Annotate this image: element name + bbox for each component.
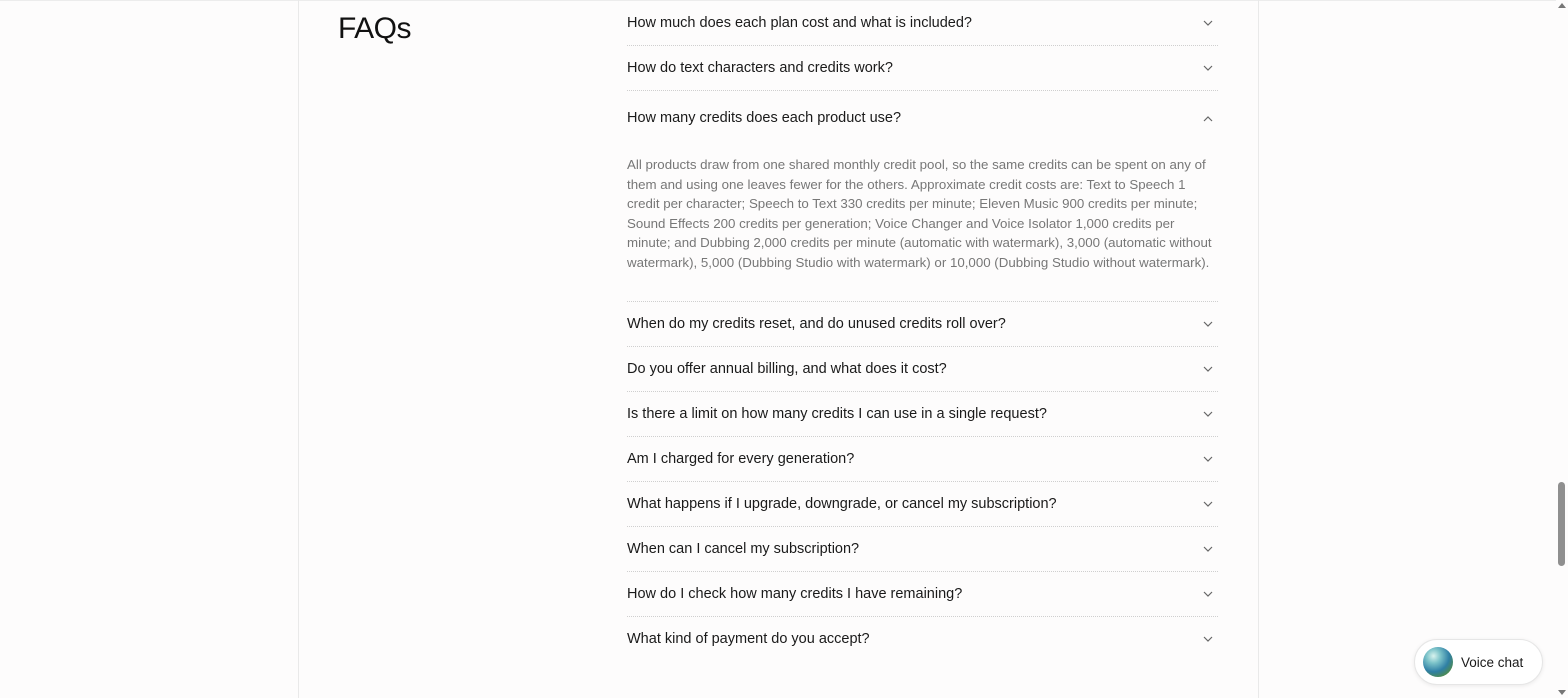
faq-question-button[interactable] <box>627 482 1218 526</box>
faq-item[interactable] <box>627 482 1218 527</box>
chevron-down-icon[interactable] <box>1201 362 1215 376</box>
faq-question-button[interactable] <box>627 91 1218 155</box>
faq-item[interactable] <box>627 392 1218 437</box>
chevron-down-icon[interactable] <box>1201 632 1215 646</box>
faq-question: When do my credits reset, and do unused credits roll over? <box>627 315 1006 332</box>
faq-question-button[interactable] <box>627 46 1218 90</box>
chevron-down-icon[interactable] <box>1201 452 1215 466</box>
faq-question: Am I charged for every generation? <box>627 450 855 467</box>
chevron-down-icon[interactable] <box>1201 317 1215 331</box>
scroll-up-arrow-icon[interactable] <box>1558 3 1566 8</box>
scrollbar[interactable] <box>1556 0 1568 698</box>
faq-item[interactable] <box>627 617 1218 661</box>
faq-question-button[interactable] <box>627 527 1218 571</box>
faq-question: What happens if I upgrade, downgrade, or cancel my subscription? <box>627 495 1057 512</box>
chevron-down-icon[interactable] <box>1201 497 1215 511</box>
faq-question-button[interactable] <box>627 0 1218 45</box>
faq-question: What kind of payment do you accept? <box>627 630 870 647</box>
voice-chat-label: Voice chat <box>1461 654 1524 670</box>
faq-question: Do you offer annual billing, and what does it cost? <box>627 360 947 377</box>
faq-item[interactable] <box>627 572 1218 617</box>
faq-question-button[interactable] <box>627 617 1218 661</box>
voice-orb-icon <box>1423 647 1453 677</box>
faq-question: When can I cancel my subscription? <box>627 540 860 557</box>
chevron-up-icon[interactable] <box>1201 112 1215 126</box>
faq-item[interactable] <box>627 527 1218 572</box>
chevron-down-icon[interactable] <box>1201 61 1215 75</box>
faq-question-button[interactable] <box>627 302 1218 346</box>
faq-item[interactable] <box>627 0 1218 46</box>
faq-question: Is there a limit on how many credits I can use in a single request? <box>627 405 1047 422</box>
scroll-down-arrow-icon[interactable] <box>1558 690 1566 695</box>
faq-item[interactable] <box>627 302 1218 347</box>
faq-list <box>627 0 1218 661</box>
voice-chat-button[interactable] <box>1414 639 1543 685</box>
faq-item-expanded[interactable] <box>627 91 1218 302</box>
chevron-down-icon[interactable] <box>1201 407 1215 421</box>
chevron-down-icon[interactable] <box>1201 587 1215 601</box>
faq-answer: All products draw from one shared monthly credit pool, so the same credits can be spent on any of them and using one leaves fewer for the others. Approximate credit costs are: Text to Speech 1 credit per character; Speech to Text 330 credits per minute; Eleven Music 900 credits per minute; Sound Effects 200 credits per generation; Voice Changer and Voice Isolator 1,000 credits per minute; and Dubbing 2,000 credits per minute (automatic with watermark), 3,000 (automatic without watermark), 5,000 (Dubbing Studio with watermark) or 10,000 (Dubbing Studio without watermark). <box>627 157 1212 270</box>
faq-question: How much does each plan cost and what is included? <box>627 14 972 31</box>
faq-question: How do I check how many credits I have remaining? <box>627 585 963 602</box>
faq-item[interactable] <box>627 46 1218 91</box>
faq-question-button[interactable] <box>627 437 1218 481</box>
chevron-down-icon[interactable] <box>1201 542 1215 556</box>
faq-item[interactable] <box>627 347 1218 392</box>
faq-question-button[interactable] <box>627 392 1218 436</box>
faq-question: How many credits does each product use? <box>627 110 902 126</box>
faq-question-button[interactable] <box>627 347 1218 391</box>
faq-section-title: FAQs <box>338 12 412 45</box>
faq-question: How do text characters and credits work? <box>627 60 893 76</box>
faq-item[interactable] <box>627 437 1218 482</box>
faq-question-button[interactable] <box>627 572 1218 616</box>
scrollbar-thumb[interactable] <box>1558 482 1565 566</box>
chevron-down-icon[interactable] <box>1201 16 1215 30</box>
